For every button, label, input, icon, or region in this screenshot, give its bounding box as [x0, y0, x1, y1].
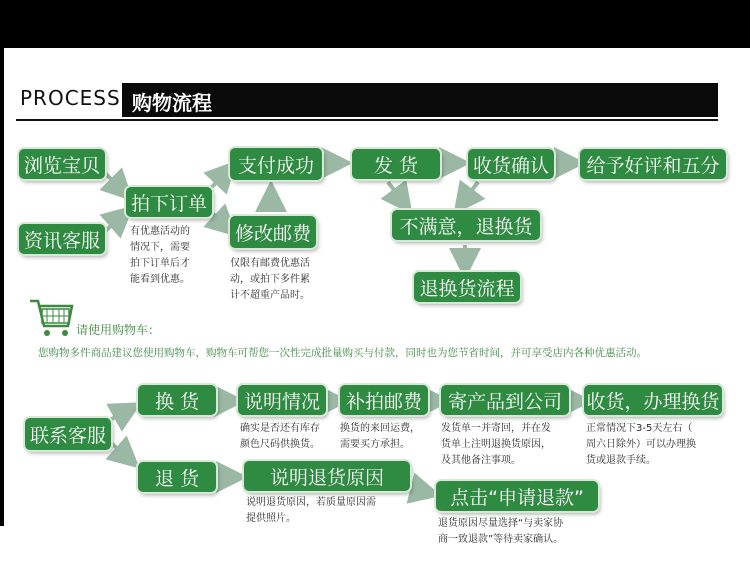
arrow-icon: [388, 182, 403, 202]
step-pay: 支付成功: [230, 148, 322, 180]
arrow-icon: [110, 410, 128, 420]
arrow-icon: [211, 212, 226, 226]
step-exchange: 换 货: [138, 385, 216, 415]
note-line: 换货的来回运费，: [340, 423, 420, 434]
step-edit-postage: 修改邮费: [230, 216, 316, 248]
arrow-icon: [104, 172, 122, 190]
send-back-note: [441, 421, 551, 469]
step-order: 拍下订单: [126, 187, 212, 217]
note-line: 说明退货原因，若质量原因需: [246, 497, 376, 508]
step-receive: 收货确认: [468, 149, 554, 179]
note-line: 颜色尺码供换货。: [240, 439, 320, 450]
step-rate: 给予好评和五分: [580, 149, 726, 179]
cart-tip: 请使用购物车：: [76, 323, 161, 337]
postage-note: [230, 256, 310, 304]
note-line: 退货原因尽量选择“与卖家协: [438, 518, 564, 529]
arrow-icon: [104, 216, 122, 232]
header-process-label: PROCESS: [20, 86, 121, 110]
step-refund: 退 货: [138, 462, 216, 492]
reason-note: [246, 495, 376, 527]
arrow-icon: [410, 488, 426, 492]
step-postage: 补拍邮费: [340, 385, 428, 415]
note-line: 情况下，需要: [130, 242, 190, 253]
cart-description: 您购物多件商品建议您使用购物车，购物车可帮您一次性完成批量购买与付款，同时也为您节省时间，并可享受店内各种优惠活动。: [38, 347, 647, 359]
note-line: 货单上注明退换货原因，: [441, 439, 551, 450]
step-unhappy: 不满意，退换货: [392, 210, 540, 240]
step-contact: 联系客服: [25, 418, 111, 450]
step-inquire: 资讯客服: [19, 224, 105, 254]
explain-note: [240, 421, 320, 453]
order-note: [130, 224, 190, 288]
note-line: 确实是否还有库存: [240, 423, 320, 434]
note-line: 拍下订单后才: [130, 258, 190, 269]
step-explain-reason: 说明退货原因: [244, 461, 410, 491]
received-note: [586, 421, 696, 469]
note-line: 有优惠活动的: [130, 226, 190, 237]
note-line: 能看到优惠。: [130, 274, 190, 285]
arrow-icon: [211, 172, 226, 188]
postage-cost-note: [340, 421, 420, 453]
step-received: 收货，办理换货: [584, 385, 722, 415]
note-line: 商一致退款”等待卖家确认。: [438, 534, 564, 545]
cart-icon: [30, 301, 72, 336]
note-line: 发货单一并寄回，并在发: [441, 423, 551, 434]
note-line: 计不超重产品时。: [230, 290, 310, 301]
note-line: 货或退款手续。: [586, 455, 656, 466]
note-line: 周六日除外）可以办理换: [586, 439, 696, 450]
note-line: 提供照片。: [246, 513, 296, 524]
step-explain: 说明情况: [238, 385, 326, 415]
note-line: 及其他备注事项。: [441, 455, 521, 466]
header-title: 购物流程: [132, 91, 212, 115]
note-line: 正常情况下3-5天左右（: [586, 423, 693, 434]
step-browse: 浏览宝贝: [19, 149, 105, 179]
step-ship: 发 货: [352, 149, 440, 179]
step-click-refund: 点击“申请退款”: [436, 481, 598, 511]
step-send-back: 寄产品到公司: [441, 385, 569, 415]
arrow-icon: [463, 182, 478, 202]
note-line: 动，或拍下多件累: [230, 274, 310, 285]
refund-note: [438, 516, 563, 548]
step-return-flow: 退换货流程: [414, 272, 520, 302]
note-line: 需要买方承担。: [340, 439, 410, 450]
arrow-icon: [110, 442, 128, 458]
note-line: 仅限有邮费优惠活: [230, 258, 310, 269]
